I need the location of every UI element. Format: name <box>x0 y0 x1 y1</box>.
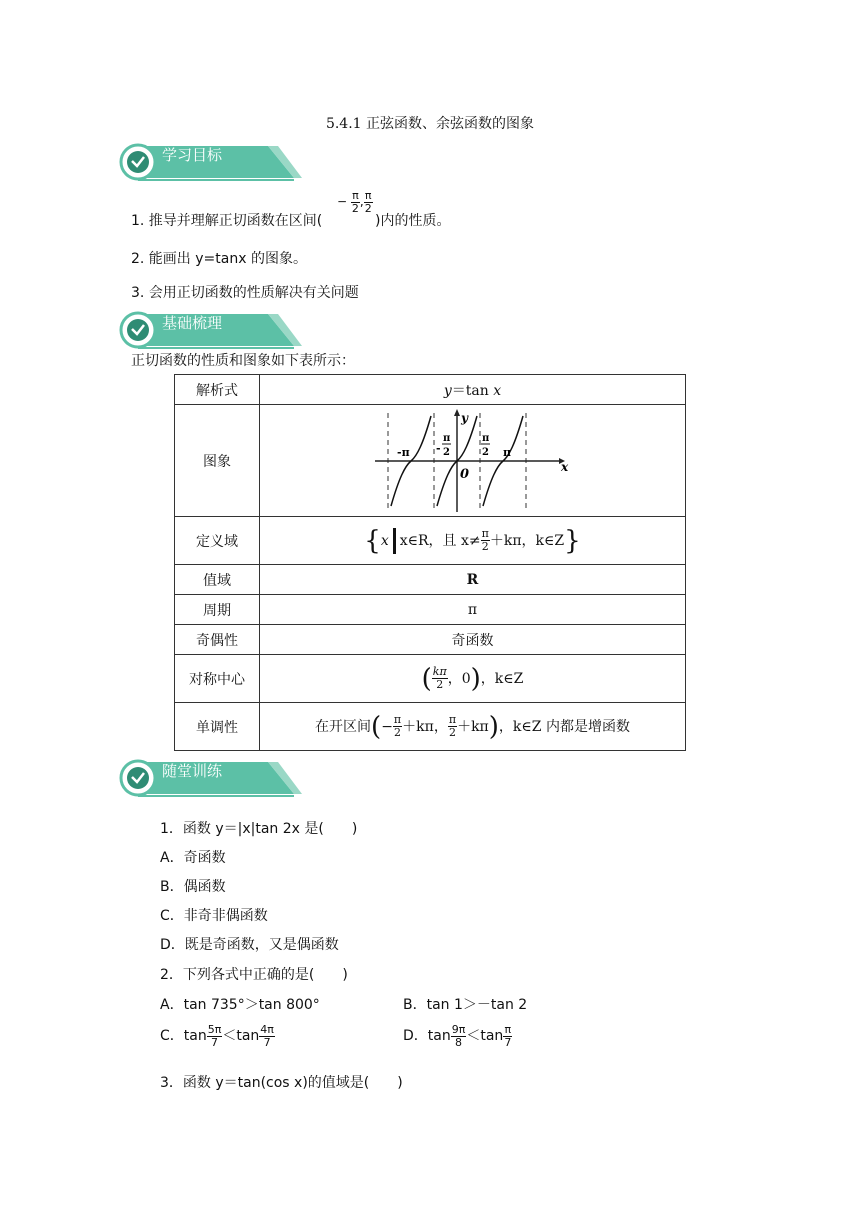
center-tail: ，k∈Z <box>480 670 524 687</box>
row-key: 值域 <box>175 565 260 595</box>
frac-num: π <box>504 1023 512 1036</box>
mono-a-tail: ＋kπ， <box>402 718 448 735</box>
frac-den: 2 <box>364 201 372 215</box>
frac-num: π <box>352 189 359 202</box>
frac-num: 4π <box>260 1023 274 1036</box>
frac-num: 9π <box>451 1023 466 1036</box>
neg-half-pi-den: 2 <box>442 446 450 458</box>
objective-1-interval <box>337 190 373 214</box>
frac-den: 2 <box>394 726 402 739</box>
neg-pi-label: -π <box>396 445 410 459</box>
frac-den: 2 <box>481 540 489 553</box>
q2-option-d <box>403 1024 512 1048</box>
frac-den: 2 <box>351 201 359 215</box>
neg-half-pi-num: π <box>442 432 450 444</box>
q1-option-a: A．奇函数 <box>160 850 226 866</box>
option-mid: ＜tan <box>466 1028 504 1045</box>
minus-sign: − <box>337 194 348 209</box>
objective-1-suffix: )内的性质。 <box>375 213 451 229</box>
frac-den: 7 <box>211 1035 219 1049</box>
frac-num: π <box>393 713 402 727</box>
tan-graph <box>373 408 573 514</box>
minus-sign: − <box>381 718 393 735</box>
tan-properties-table <box>174 374 686 751</box>
page-title: 5.4.1 正弦函数、余弦函数的图象 <box>325 116 535 132</box>
frac-num: kπ <box>432 665 447 679</box>
frac-num: π <box>481 527 489 541</box>
q1-option-c: C．非奇非偶函数 <box>160 908 268 924</box>
frac-den: 2 <box>448 726 456 739</box>
table-row <box>175 517 686 565</box>
origin-label: 0 <box>459 466 469 482</box>
q2-option-c <box>160 1024 275 1048</box>
table-row <box>175 595 686 625</box>
pi-label: π <box>502 445 511 459</box>
objective-2: 2. 能画出 y=tanx 的图象。 <box>131 251 307 267</box>
table-row <box>175 565 686 595</box>
frac-den: 7 <box>263 1035 271 1049</box>
objective-3: 3. 会用正切函数的性质解决有关问题 <box>131 285 359 301</box>
row-value: y＝tan x <box>260 375 686 405</box>
comma: , <box>359 194 364 209</box>
monotonic-value: 在开区间(− $\frac{\pi}{2}$ ＋kπ， $\frac{\pi}{2}$ ＋kπ)，k∈Z 内都是增函数 <box>260 703 686 751</box>
domain-value: {x x∈R，且 x≠ $\frac{\pi}{2}$ ＋kπ，k∈Z} <box>260 517 686 565</box>
option-prefix: C．tan <box>160 1028 207 1045</box>
half-pi-den: 2 <box>481 446 489 458</box>
frac-den: 8 <box>455 1035 463 1049</box>
minus-label: - <box>435 441 441 455</box>
section-label: 学习目标 <box>162 146 223 164</box>
question-3: 3．函数 y＝tan(cos x)的值域是( ) <box>160 1075 403 1091</box>
row-key: 解析式 <box>175 375 260 405</box>
row-key: 周期 <box>175 595 260 625</box>
table-row <box>175 625 686 655</box>
frac-num: π <box>364 189 372 202</box>
table-row <box>175 375 686 405</box>
frac-num: 5π <box>207 1023 222 1036</box>
section-banner-basics <box>118 310 302 348</box>
q2-option-a: A．tan 735°＞tan 800° <box>160 997 320 1013</box>
section-banner-objectives <box>118 142 302 180</box>
question-1: 1．函数 y＝|x|tan 2x 是( ) <box>160 821 358 837</box>
center-zero: ，0 <box>447 670 471 687</box>
half-pi-num: π <box>481 432 489 444</box>
row-key: 单调性 <box>175 703 260 751</box>
option-prefix: D．tan <box>403 1028 451 1045</box>
q2-option-b: B．tan 1＞－tan 2 <box>403 997 528 1013</box>
table-row <box>175 655 686 703</box>
row-value: 奇函数 <box>260 625 686 655</box>
domain-tail: ＋kπ，k∈Z <box>489 532 565 549</box>
tan-graph-cell <box>260 405 686 517</box>
center-value: ( $\frac{k\pi}{2}$ ，0)，k∈Z <box>260 655 686 703</box>
row-key: 定义域 <box>175 517 260 565</box>
row-key: 图象 <box>175 405 260 517</box>
section-label: 基础梳理 <box>162 314 223 332</box>
row-key: 奇偶性 <box>175 625 260 655</box>
q1-option-b: B．偶函数 <box>160 879 226 895</box>
question-2: 2．下列各式中正确的是( ) <box>160 967 348 983</box>
set-var: x <box>380 532 389 549</box>
frac-den: 2 <box>436 678 444 691</box>
objective-1-prefix: 1. 推导并理解正切函数在区间( <box>131 213 323 229</box>
section-label: 随堂训练 <box>162 762 223 780</box>
row-key: 对称中心 <box>175 655 260 703</box>
frac-num: π <box>448 713 457 727</box>
x-axis-label: x <box>560 459 568 474</box>
mono-suffix: ，k∈Z 内都是增函数 <box>498 718 630 735</box>
y-axis-label: y <box>460 410 468 425</box>
row-value: π <box>260 595 686 625</box>
frac-den: 7 <box>504 1035 512 1049</box>
domain-condition: x∈R，且 x≠ <box>399 532 481 549</box>
mono-b-tail: ＋kπ <box>457 718 489 735</box>
table-intro: 正切函数的性质和图象如下表所示： <box>131 353 355 369</box>
row-value: R <box>260 565 686 595</box>
q1-option-d: D．既是奇函数，又是偶函数 <box>160 937 339 953</box>
table-row <box>175 703 686 751</box>
section-banner-practice <box>118 758 302 796</box>
table-row <box>175 405 686 517</box>
option-mid: ＜tan <box>222 1028 260 1045</box>
mono-prefix: 在开区间 <box>315 718 372 735</box>
